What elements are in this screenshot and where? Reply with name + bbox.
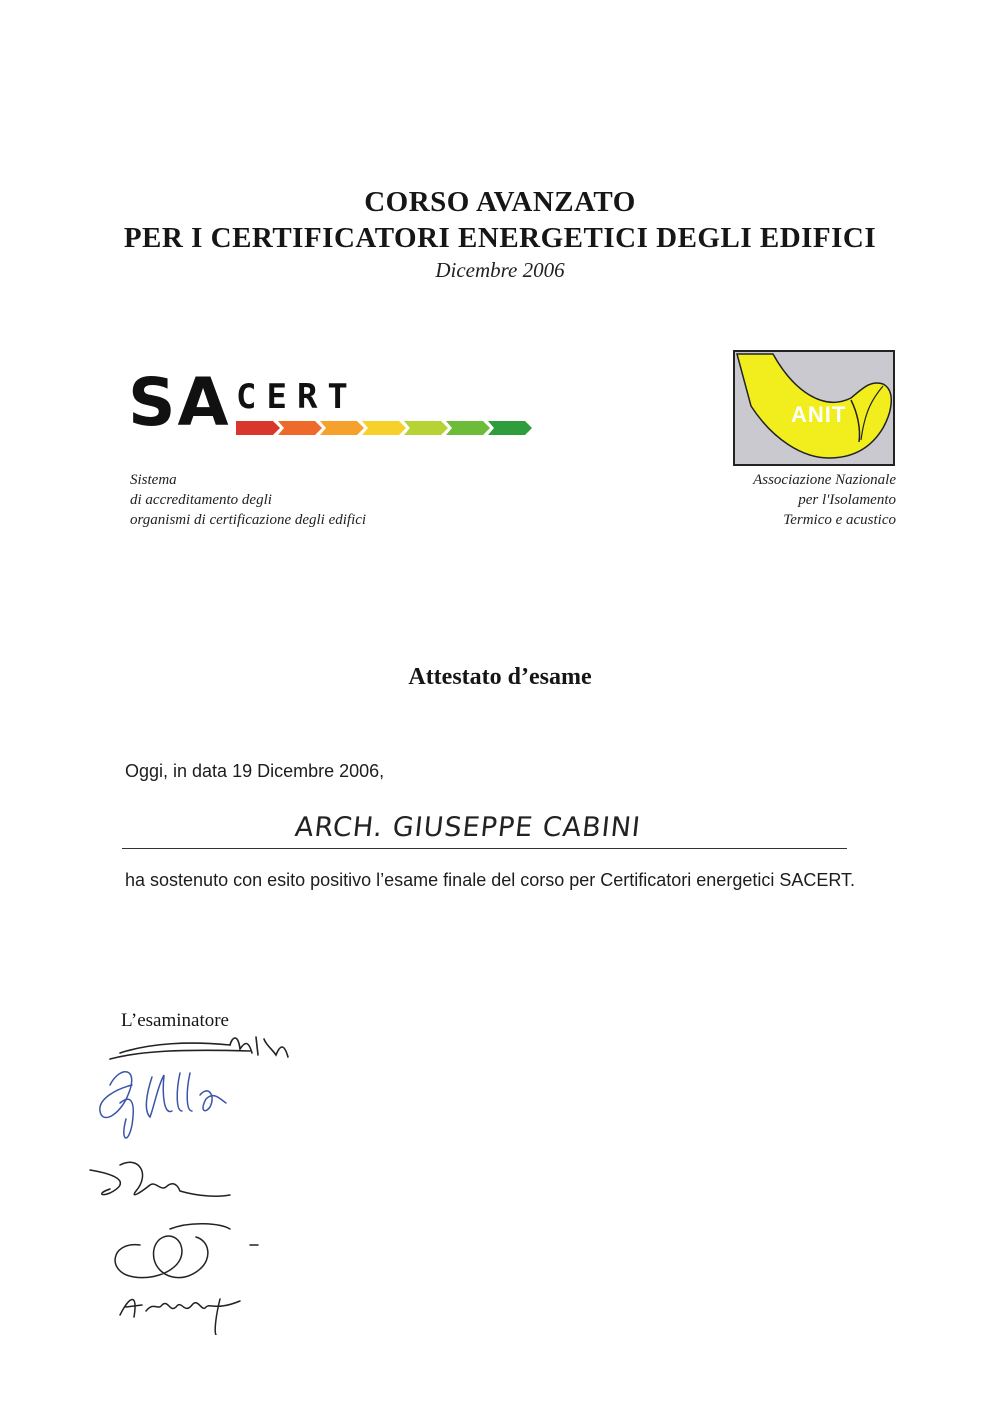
title-line-2: PER I CERTIFICATORI ENERGETICI DEGLI EDIFICI (123, 222, 877, 254)
sacert-arrow-segment (404, 421, 448, 435)
anit-caption-line: per l'Isolamento (798, 492, 896, 508)
sacert-arrow-segment (362, 421, 406, 435)
examiner-label: L’esaminatore (121, 1010, 229, 1031)
date-line: Oggi, in data 19 Dicembre 2006, (125, 761, 385, 781)
sacert-caption-line: organismi di certificazione degli edifici (130, 512, 367, 528)
certificate-heading: Attestato d’esame (408, 664, 592, 690)
sacert-logo (128, 364, 428, 446)
sacert-wordmark-cert: CERT (236, 377, 358, 417)
result-statement: ha sostenuto con esito positivo l’esame finale del corso per Certificatori energetici SACERT. (125, 870, 856, 890)
sacert-caption (130, 470, 366, 530)
handwritten-name: ARCH. GIUSEPPE CABINI (293, 812, 643, 843)
signature-4 (115, 1224, 258, 1335)
anit-caption-line: Termico e acustico (783, 512, 896, 528)
sacert-energy-arrows (236, 420, 552, 436)
anit-wordmark: ANIT (791, 402, 847, 427)
anit-caption-line: Associazione Nazionale (753, 472, 896, 488)
sacert-arrow-segment (446, 421, 490, 435)
sacert-wordmark-sa: SA (128, 364, 231, 441)
title-line-1: CORSO AVANZATO (364, 186, 636, 218)
examiner-signatures (80, 1015, 320, 1335)
signature-2 (100, 1072, 226, 1138)
subtitle-date: Dicembre 2006 (435, 258, 565, 282)
signature-1 (110, 1037, 288, 1059)
anit-caption (690, 470, 896, 530)
signature-3 (90, 1162, 230, 1196)
sacert-arrow-segment (488, 421, 532, 435)
name-underline (122, 848, 847, 849)
sacert-arrow-segment (278, 421, 322, 435)
sacert-caption-line: di accreditamento degli (130, 492, 272, 508)
sacert-arrow-segment (236, 421, 280, 435)
sacert-arrow-segment (320, 421, 364, 435)
sacert-caption-line: Sistema (130, 472, 177, 488)
anit-logo (733, 350, 895, 466)
